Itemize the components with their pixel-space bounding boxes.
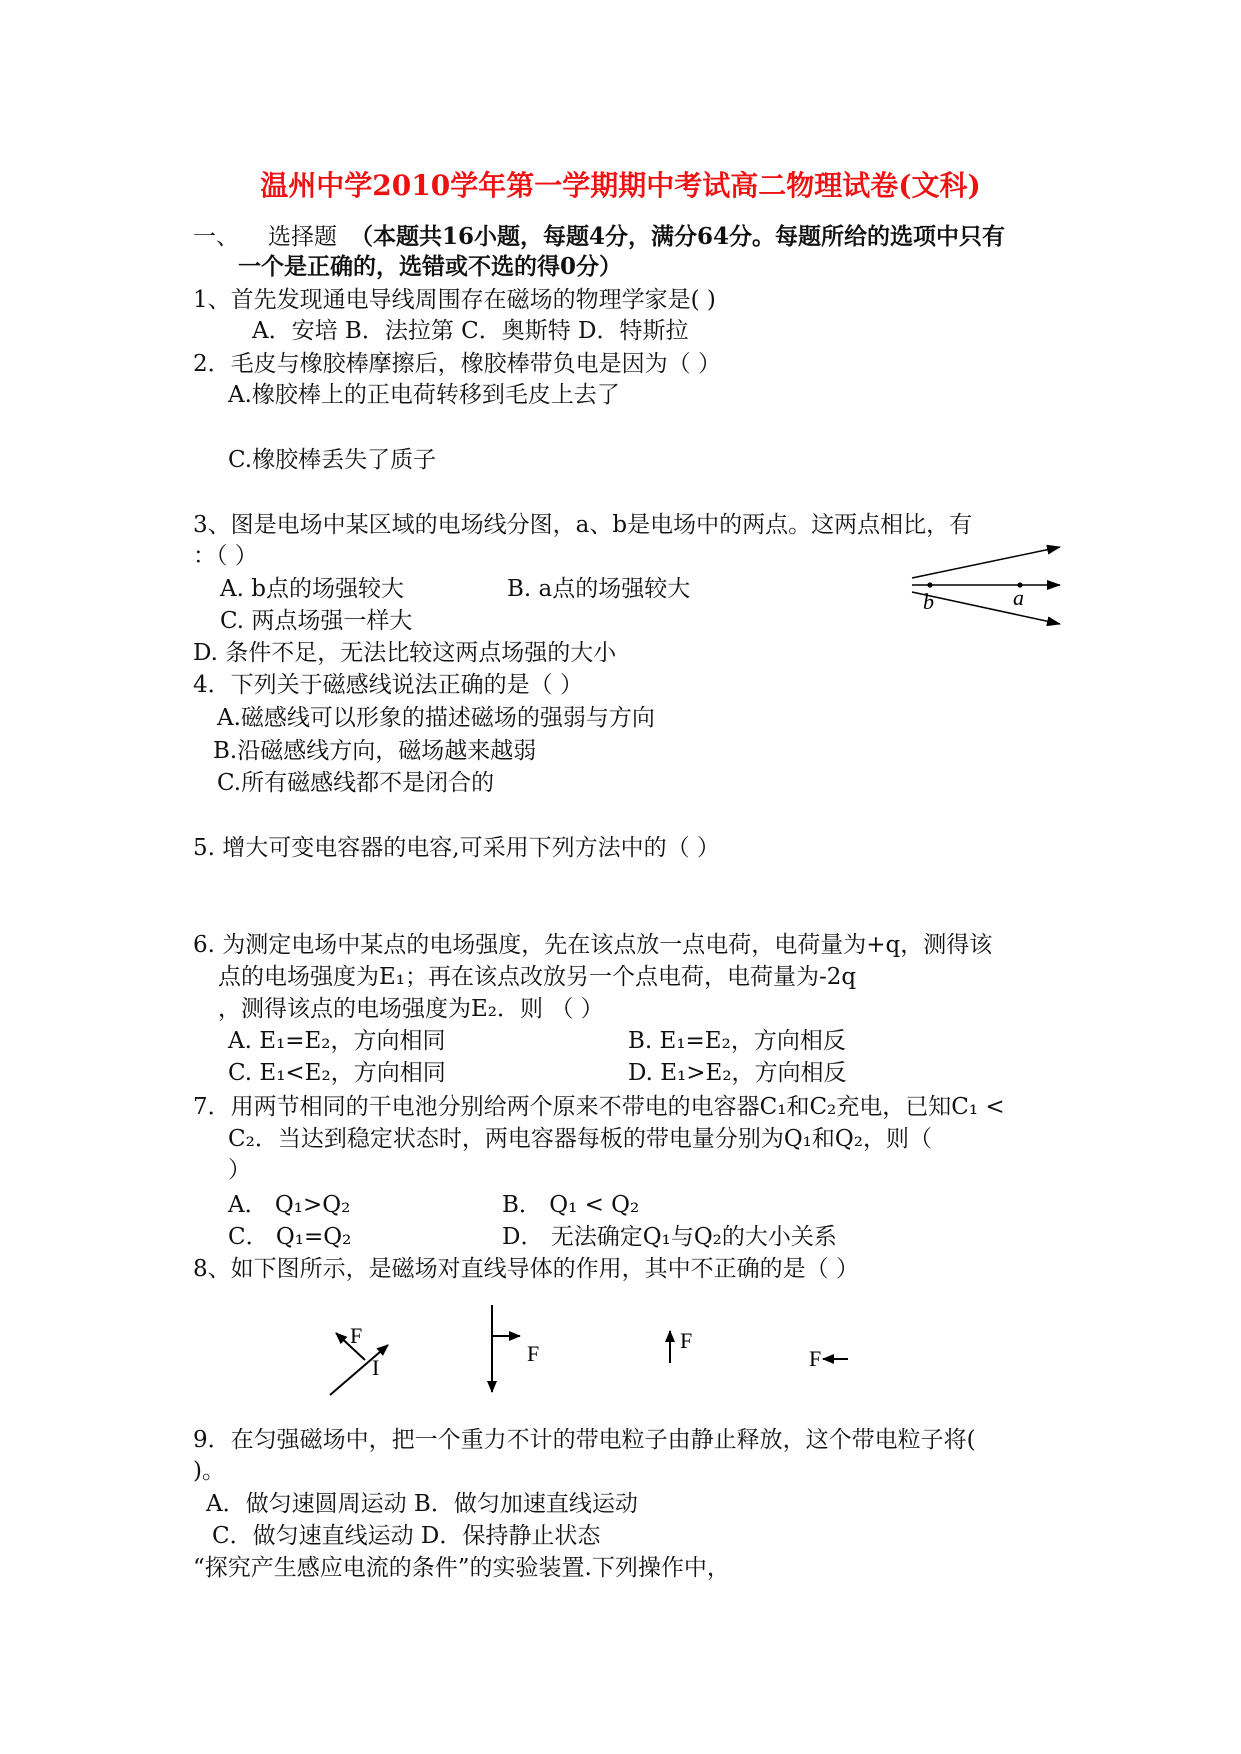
q5-stem: 5. 增大可变电容器的电容,可采用下列方法中的（ ）: [193, 835, 720, 861]
q7-option-d: D． 无法确定Q₁与Q₂的大小关系: [502, 1224, 837, 1250]
q8-stem: 8、如下图所示，是磁场对直线导体的作用，其中不正确的是（ ）: [193, 1256, 859, 1282]
page-title: 温州中学2010学年第一学期期中考试高二物理试卷(文科): [260, 169, 981, 202]
section-number: 一、: [193, 224, 239, 250]
q4-option-c: C.所有磁感线都不是闭合的: [217, 770, 495, 796]
q9-options-ab: A．做匀速圆周运动 B．做匀加速直线运动: [206, 1491, 638, 1517]
q9-options-cd: C．做匀速直线运动 D．保持静止状态: [212, 1523, 601, 1549]
current-label-1: I: [372, 1355, 380, 1380]
section-note-line1: （本题共16小题，每题4分，满分64分。每题所给的选项中只有: [350, 223, 1006, 250]
q4-stem: 4．下列关于磁感线说法正确的是（ ）: [193, 672, 583, 698]
q3-option-d: D. 条件不足，无法比较这两点场强的大小: [193, 640, 617, 666]
q6-stem-line2: 点的电场强度为E₁；再在该点改放另一个点电荷，电荷量为-2q: [218, 964, 857, 990]
point-b-dot: [927, 582, 932, 587]
q7-stem-line3: ）: [228, 1157, 251, 1183]
q7-stem-line1: 7．用两节相同的干电池分别给两个原来不带电的电容器C₁和C₂充电，已知C₁ <: [193, 1094, 1005, 1120]
q7-stem-line2: C₂．当达到稳定状态时，两电容器每板的带电量分别为Q₁和Q₂，则（: [228, 1126, 932, 1152]
section-note-line2: 一个是正确的，选错或不选的得0分）: [238, 253, 623, 280]
q3-option-b: B. a点的场强较大: [507, 576, 691, 602]
q2-stem: 2．毛皮与橡胶棒摩擦后，橡胶棒带负电是因为（ ）: [193, 351, 721, 377]
force-label-2: F: [527, 1341, 540, 1366]
q1-options: A．安培 B．法拉第 C．奥斯特 D．特斯拉: [252, 318, 689, 344]
q3-stem-line1: 3、图是电场中某区域的电场线分图，a、b是电场中的两点。这两点相比，有: [193, 512, 973, 538]
q9-stem-line1: 9．在匀强磁场中，把一个重力不计的带电粒子由静止释放，这个带电粒子将(: [193, 1427, 976, 1453]
q1-stem: 1、首先发现通电导线周围存在磁场的物理学家是( ): [193, 287, 716, 313]
q6-option-b: B. E₁=E₂，方向相反: [628, 1028, 846, 1054]
q3-option-c: C. 两点场强一样大: [220, 608, 413, 634]
q3-stem-line2: ：（ ）: [193, 543, 258, 569]
q6-option-d: D. E₁>E₂，方向相反: [628, 1060, 847, 1086]
q4-option-b: B.沿磁感线方向，磁场越来越弱: [213, 738, 537, 764]
point-b-label: b: [923, 589, 934, 614]
q6-option-c: C. E₁<E₂，方向相同: [228, 1060, 446, 1086]
field-line-bottom: [912, 592, 1060, 624]
field-line-top: [912, 547, 1060, 578]
q7-option-a: A． Q₁>Q₂: [228, 1192, 351, 1218]
magnetic-force-figure: [320, 1300, 860, 1400]
force-label-4: F: [809, 1346, 822, 1371]
section-name: 选择题: [268, 224, 337, 250]
q7-option-b: B． Q₁ < Q₂: [502, 1192, 640, 1218]
q7-option-c: C． Q₁=Q₂: [228, 1224, 352, 1250]
force-label-3: F: [680, 1328, 693, 1353]
force-label-1: F: [350, 1323, 363, 1348]
q2-option-c: C.橡胶棒丢失了质子: [228, 447, 437, 473]
q6-stem-line1: 6. 为测定电场中某点的电场强度，先在该点放一点电荷，电荷量为+q，测得该: [193, 932, 993, 958]
q9-stem-line2: )。: [193, 1458, 225, 1484]
q4-option-a: A.磁感线可以形象的描述磁场的强弱与方向: [217, 705, 655, 731]
point-a-label: a: [1013, 585, 1024, 610]
q6-stem-line3: ，测得该点的电场强度为E₂．则 （ ）: [218, 996, 604, 1022]
q2-option-a: A.橡胶棒上的正电荷转移到毛皮上去了: [228, 382, 620, 408]
q6-option-a: A. E₁=E₂，方向相同: [228, 1028, 446, 1054]
q3-option-a: A. b点的场强较大: [220, 576, 404, 602]
electric-field-figure: [900, 540, 1070, 640]
next-question-stem: “探究产生感应电流的条件”的实验装置.下列操作中，: [193, 1555, 730, 1581]
